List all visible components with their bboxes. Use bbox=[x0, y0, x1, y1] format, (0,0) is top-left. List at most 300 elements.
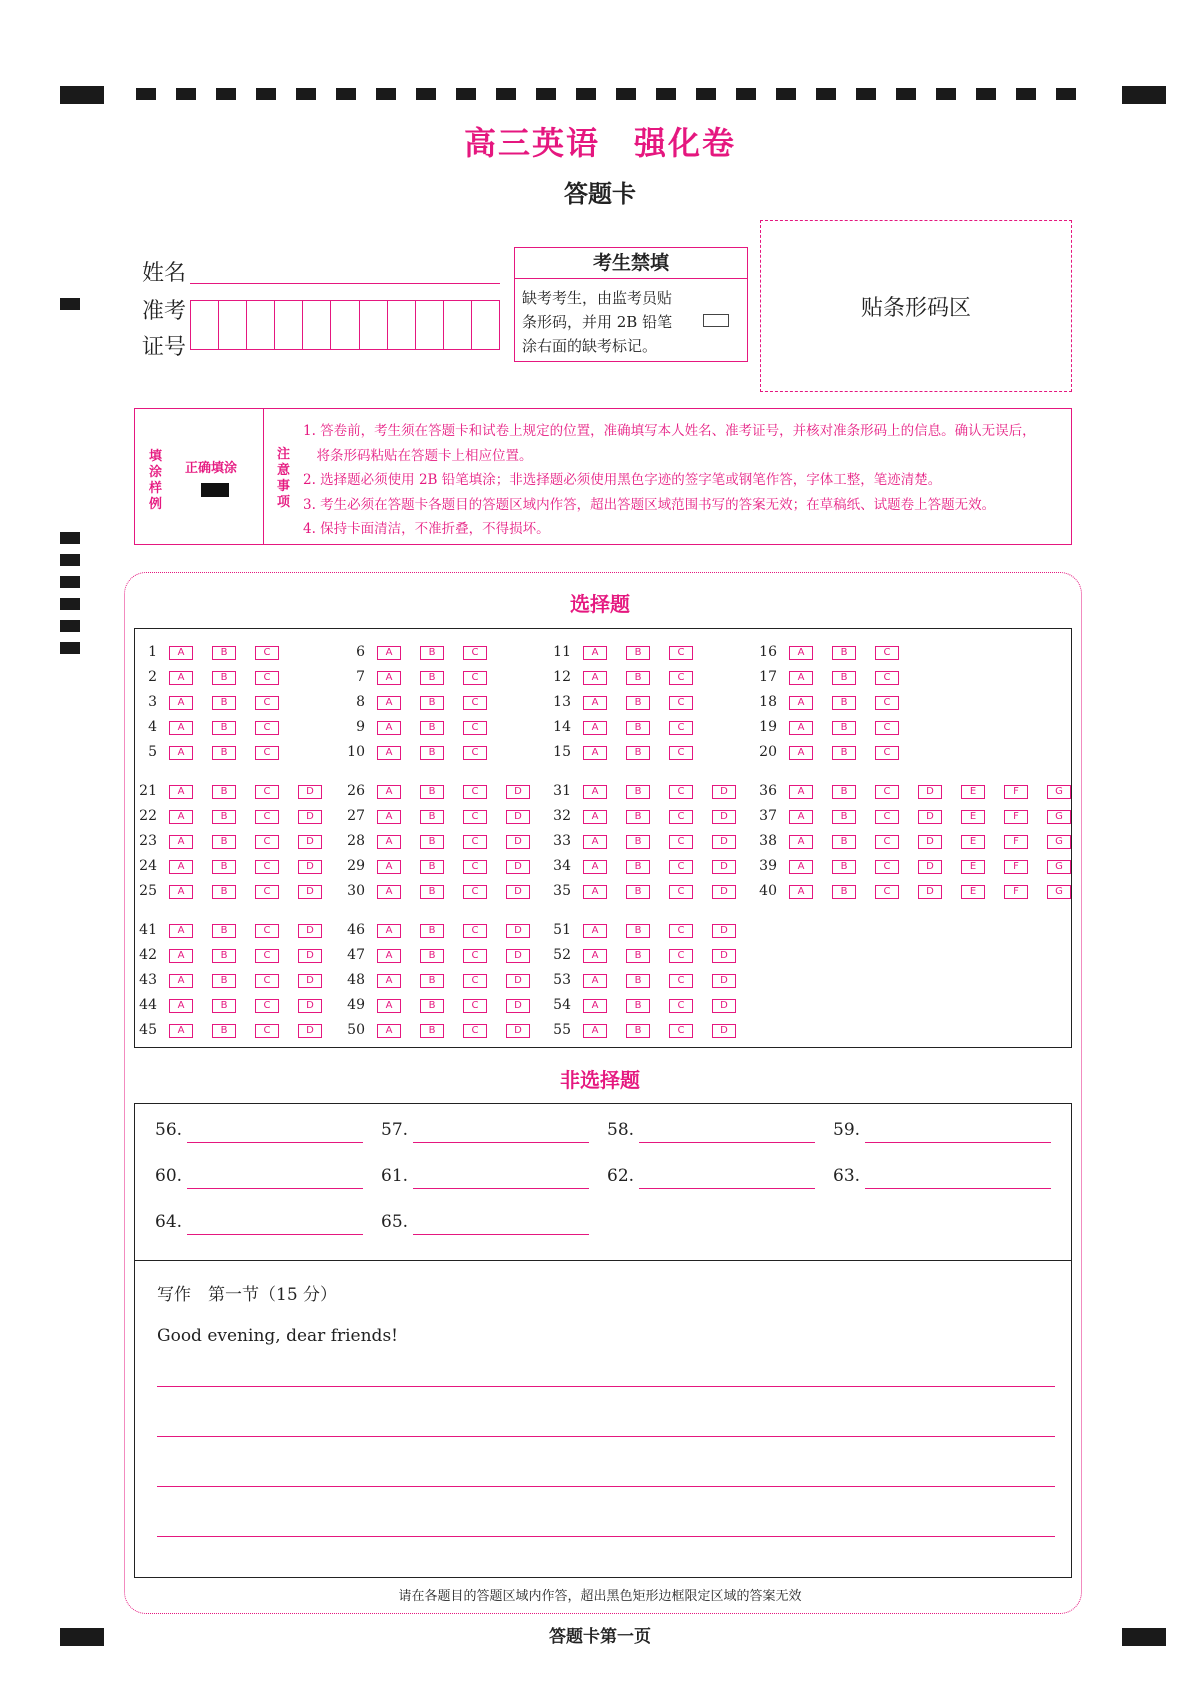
id-digit-cell[interactable] bbox=[275, 301, 303, 349]
answer-bubble-16-C[interactable]: C bbox=[875, 646, 899, 660]
answer-bubble-43-B[interactable]: B bbox=[212, 974, 236, 988]
question-number: 53 bbox=[553, 972, 571, 988]
answer-bubble-25-A[interactable]: A bbox=[169, 885, 193, 899]
answer-bubble-22-D[interactable]: D bbox=[298, 810, 322, 824]
fill-correct-label: 正确填涂 bbox=[185, 461, 238, 476]
answer-bubble-17-B[interactable]: B bbox=[832, 671, 856, 685]
answer-bubble-50-D[interactable]: D bbox=[506, 1024, 530, 1038]
answer-bubble-2-C[interactable]: C bbox=[255, 671, 279, 685]
side-mark bbox=[60, 554, 80, 566]
answer-bubble-23-A[interactable]: A bbox=[169, 835, 193, 849]
answer-bubble-31-D[interactable]: D bbox=[712, 785, 736, 799]
question-number: 34 bbox=[553, 858, 571, 874]
answer-bubble-37-G[interactable]: G bbox=[1047, 810, 1071, 824]
answer-bubble-49-A[interactable]: A bbox=[377, 999, 401, 1013]
answer-bubble-37-E[interactable]: E bbox=[961, 810, 985, 824]
blank-number: 64. bbox=[155, 1212, 183, 1232]
id-digit-cell[interactable] bbox=[360, 301, 388, 349]
answer-bubble-16-A[interactable]: A bbox=[789, 646, 813, 660]
answer-bubble-42-D[interactable]: D bbox=[298, 949, 322, 963]
id-digit-cell[interactable] bbox=[247, 301, 275, 349]
answer-bubble-30-A[interactable]: A bbox=[377, 885, 401, 899]
answer-bubble-36-F[interactable]: F bbox=[1004, 785, 1028, 799]
answer-bubble-38-B[interactable]: B bbox=[832, 835, 856, 849]
answer-bubble-55-C[interactable]: C bbox=[669, 1024, 693, 1038]
answer-bubble-10-B[interactable]: B bbox=[420, 746, 444, 760]
answer-bubble-26-C[interactable]: C bbox=[463, 785, 487, 799]
answer-bubble-4-C[interactable]: C bbox=[255, 721, 279, 735]
answer-bubble-26-B[interactable]: B bbox=[420, 785, 444, 799]
answer-bubble-47-A[interactable]: A bbox=[377, 949, 401, 963]
timing-dash bbox=[256, 88, 276, 100]
answer-bubble-30-C[interactable]: C bbox=[463, 885, 487, 899]
answer-bubble-54-C[interactable]: C bbox=[669, 999, 693, 1013]
answer-bubble-37-C[interactable]: C bbox=[875, 810, 899, 824]
answer-bubble-18-C[interactable]: C bbox=[875, 696, 899, 710]
answer-bubble-35-B[interactable]: B bbox=[626, 885, 650, 899]
answer-bubble-25-C[interactable]: C bbox=[255, 885, 279, 899]
answer-bubble-43-D[interactable]: D bbox=[298, 974, 322, 988]
answer-bubble-41-A[interactable]: A bbox=[169, 924, 193, 938]
answer-bubble-17-A[interactable]: A bbox=[789, 671, 813, 685]
answer-bubble-3-C[interactable]: C bbox=[255, 696, 279, 710]
blank-number: 58. bbox=[607, 1120, 635, 1140]
blank-answer-line[interactable] bbox=[413, 1234, 589, 1235]
answer-bubble-52-B[interactable]: B bbox=[626, 949, 650, 963]
writing-greeting: Good evening, dear friends! bbox=[157, 1326, 398, 1346]
answer-bubble-29-D[interactable]: D bbox=[506, 860, 530, 874]
answer-bubble-1-A[interactable]: A bbox=[169, 646, 193, 660]
answer-bubble-4-B[interactable]: B bbox=[212, 721, 236, 735]
id-digit-cell[interactable] bbox=[388, 301, 416, 349]
answer-bubble-45-C[interactable]: C bbox=[255, 1024, 279, 1038]
answer-bubble-6-B[interactable]: B bbox=[420, 646, 444, 660]
exam-id-grid[interactable] bbox=[190, 300, 500, 350]
answer-bubble-47-D[interactable]: D bbox=[506, 949, 530, 963]
answer-bubble-2-B[interactable]: B bbox=[212, 671, 236, 685]
answer-bubble-48-B[interactable]: B bbox=[420, 974, 444, 988]
answer-bubble-7-A[interactable]: A bbox=[377, 671, 401, 685]
answer-bubble-54-D[interactable]: D bbox=[712, 999, 736, 1013]
answer-bubble-34-D[interactable]: D bbox=[712, 860, 736, 874]
answer-bubble-25-D[interactable]: D bbox=[298, 885, 322, 899]
answer-bubble-18-A[interactable]: A bbox=[789, 696, 813, 710]
answer-bubble-32-C[interactable]: C bbox=[669, 810, 693, 824]
timing-dash bbox=[456, 88, 476, 100]
answer-bubble-28-B[interactable]: B bbox=[420, 835, 444, 849]
answer-bubble-38-D[interactable]: D bbox=[918, 835, 942, 849]
question-number: 42 bbox=[139, 947, 157, 963]
answer-bubble-8-A[interactable]: A bbox=[377, 696, 401, 710]
answer-bubble-46-C[interactable]: C bbox=[463, 924, 487, 938]
answer-bubble-39-G[interactable]: G bbox=[1047, 860, 1071, 874]
answer-bubble-15-B[interactable]: B bbox=[626, 746, 650, 760]
timing-dash bbox=[576, 88, 596, 100]
answer-bubble-41-D[interactable]: D bbox=[298, 924, 322, 938]
fill-example-label: 填涂样例 bbox=[149, 449, 163, 512]
timing-dash bbox=[216, 88, 236, 100]
answer-bubble-43-A[interactable]: A bbox=[169, 974, 193, 988]
answer-bubble-37-D[interactable]: D bbox=[918, 810, 942, 824]
answer-bubble-14-C[interactable]: C bbox=[669, 721, 693, 735]
answer-bubble-8-B[interactable]: B bbox=[420, 696, 444, 710]
answer-bubble-30-D[interactable]: D bbox=[506, 885, 530, 899]
answer-bubble-49-B[interactable]: B bbox=[420, 999, 444, 1013]
timing-dash bbox=[776, 88, 796, 100]
answer-bubble-23-B[interactable]: B bbox=[212, 835, 236, 849]
answer-bubble-52-C[interactable]: C bbox=[669, 949, 693, 963]
blank-answer-line[interactable] bbox=[639, 1188, 815, 1189]
answer-bubble-19-C[interactable]: C bbox=[875, 721, 899, 735]
answer-bubble-7-B[interactable]: B bbox=[420, 671, 444, 685]
answer-bubble-41-C[interactable]: C bbox=[255, 924, 279, 938]
answer-bubble-29-C[interactable]: C bbox=[463, 860, 487, 874]
blank-answer-line[interactable] bbox=[865, 1142, 1051, 1143]
answer-bubble-38-C[interactable]: C bbox=[875, 835, 899, 849]
answer-bubble-2-A[interactable]: A bbox=[169, 671, 193, 685]
answer-bubble-40-C[interactable]: C bbox=[875, 885, 899, 899]
answer-bubble-39-F[interactable]: F bbox=[1004, 860, 1028, 874]
answer-bubble-19-A[interactable]: A bbox=[789, 721, 813, 735]
answer-bubble-33-D[interactable]: D bbox=[712, 835, 736, 849]
answer-bubble-1-B[interactable]: B bbox=[212, 646, 236, 660]
answer-bubble-37-F[interactable]: F bbox=[1004, 810, 1028, 824]
answer-bubble-39-D[interactable]: D bbox=[918, 860, 942, 874]
answer-bubble-13-A[interactable]: A bbox=[583, 696, 607, 710]
answer-bubble-23-C[interactable]: C bbox=[255, 835, 279, 849]
question-number: 49 bbox=[347, 997, 365, 1013]
answer-bubble-26-D[interactable]: D bbox=[506, 785, 530, 799]
answer-bubble-20-B[interactable]: B bbox=[832, 746, 856, 760]
answer-bubble-40-G[interactable]: G bbox=[1047, 885, 1071, 899]
answer-bubble-39-C[interactable]: C bbox=[875, 860, 899, 874]
timing-dash bbox=[376, 88, 396, 100]
answer-bubble-40-B[interactable]: B bbox=[832, 885, 856, 899]
answer-bubble-40-A[interactable]: A bbox=[789, 885, 813, 899]
blank-number: 62. bbox=[607, 1166, 635, 1186]
answer-bubble-33-A[interactable]: A bbox=[583, 835, 607, 849]
blank-number: 61. bbox=[381, 1166, 409, 1186]
answer-bubble-3-B[interactable]: B bbox=[212, 696, 236, 710]
answer-bubble-36-C[interactable]: C bbox=[875, 785, 899, 799]
answer-bubble-24-D[interactable]: D bbox=[298, 860, 322, 874]
question-number: 18 bbox=[759, 694, 777, 710]
answer-bubble-45-D[interactable]: D bbox=[298, 1024, 322, 1038]
answer-bubble-36-A[interactable]: A bbox=[789, 785, 813, 799]
blank-number: 65. bbox=[381, 1212, 409, 1232]
answer-bubble-21-A[interactable]: A bbox=[169, 785, 193, 799]
answer-bubble-53-C[interactable]: C bbox=[669, 974, 693, 988]
answer-bubble-23-D[interactable]: D bbox=[298, 835, 322, 849]
answer-bubble-45-B[interactable]: B bbox=[212, 1024, 236, 1038]
id-digit-cell[interactable] bbox=[219, 301, 247, 349]
answer-bubble-55-B[interactable]: B bbox=[626, 1024, 650, 1038]
answer-bubble-42-A[interactable]: A bbox=[169, 949, 193, 963]
answer-bubble-22-A[interactable]: A bbox=[169, 810, 193, 824]
answer-bubble-51-D[interactable]: D bbox=[712, 924, 736, 938]
answer-bubble-54-B[interactable]: B bbox=[626, 999, 650, 1013]
question-number: 27 bbox=[347, 808, 365, 824]
answer-bubble-22-B[interactable]: B bbox=[212, 810, 236, 824]
answer-bubble-55-D[interactable]: D bbox=[712, 1024, 736, 1038]
question-number: 6 bbox=[356, 644, 365, 660]
answer-bubble-34-B[interactable]: B bbox=[626, 860, 650, 874]
answer-bubble-38-G[interactable]: G bbox=[1047, 835, 1071, 849]
answer-bubble-28-D[interactable]: D bbox=[506, 835, 530, 849]
answer-bubble-6-C[interactable]: C bbox=[463, 646, 487, 660]
writing-line[interactable] bbox=[157, 1486, 1055, 1487]
timing-dash bbox=[936, 88, 956, 100]
answer-bubble-47-C[interactable]: C bbox=[463, 949, 487, 963]
answer-bubble-36-D[interactable]: D bbox=[918, 785, 942, 799]
question-number: 40 bbox=[759, 883, 777, 899]
question-number: 3 bbox=[148, 694, 157, 710]
id-digit-cell[interactable] bbox=[472, 301, 499, 349]
timing-dash bbox=[976, 88, 996, 100]
id-digit-cell[interactable] bbox=[444, 301, 472, 349]
absent-line: 条形码，并用 2B 铅笔 bbox=[522, 313, 673, 331]
answer-bubble-9-B[interactable]: B bbox=[420, 721, 444, 735]
answer-bubble-3-A[interactable]: A bbox=[169, 696, 193, 710]
corner-mark-top-right bbox=[1122, 86, 1166, 104]
blank-answer-line[interactable] bbox=[639, 1142, 815, 1143]
side-mark bbox=[60, 532, 80, 544]
side-mark bbox=[60, 620, 80, 632]
timing-dash bbox=[896, 88, 916, 100]
answer-bubble-5-B[interactable]: B bbox=[212, 746, 236, 760]
timing-dash bbox=[336, 88, 356, 100]
answer-bubble-46-B[interactable]: B bbox=[420, 924, 444, 938]
answer-bubble-28-C[interactable]: C bbox=[463, 835, 487, 849]
writing-line[interactable] bbox=[157, 1386, 1055, 1387]
answer-bubble-51-B[interactable]: B bbox=[626, 924, 650, 938]
answer-bubble-36-E[interactable]: E bbox=[961, 785, 985, 799]
id-digit-cell[interactable] bbox=[331, 301, 359, 349]
timing-dash bbox=[536, 88, 556, 100]
answer-bubble-20-C[interactable]: C bbox=[875, 746, 899, 760]
answer-bubble-44-B[interactable]: B bbox=[212, 999, 236, 1013]
answer-bubble-12-B[interactable]: B bbox=[626, 671, 650, 685]
question-number: 52 bbox=[553, 947, 571, 963]
timing-dash bbox=[656, 88, 676, 100]
answer-bubble-13-B[interactable]: B bbox=[626, 696, 650, 710]
answer-bubble-32-D[interactable]: D bbox=[712, 810, 736, 824]
question-number: 28 bbox=[347, 833, 365, 849]
answer-bubble-38-E[interactable]: E bbox=[961, 835, 985, 849]
answer-bubble-42-C[interactable]: C bbox=[255, 949, 279, 963]
answer-bubble-8-C[interactable]: C bbox=[463, 696, 487, 710]
notes-list bbox=[303, 419, 1063, 542]
answer-bubble-51-A[interactable]: A bbox=[583, 924, 607, 938]
answer-bubble-12-C[interactable]: C bbox=[669, 671, 693, 685]
question-number: 54 bbox=[553, 997, 571, 1013]
answer-bubble-54-A[interactable]: A bbox=[583, 999, 607, 1013]
answer-bubble-24-C[interactable]: C bbox=[255, 860, 279, 874]
timing-dash bbox=[416, 88, 436, 100]
question-number: 8 bbox=[356, 694, 365, 710]
answer-bubble-38-A[interactable]: A bbox=[789, 835, 813, 849]
answer-bubble-14-B[interactable]: B bbox=[626, 721, 650, 735]
answer-bubble-40-F[interactable]: F bbox=[1004, 885, 1028, 899]
blank-answer-line[interactable] bbox=[187, 1188, 363, 1189]
blank-answer-line[interactable] bbox=[413, 1188, 589, 1189]
answer-bubble-14-A[interactable]: A bbox=[583, 721, 607, 735]
answer-bubble-49-D[interactable]: D bbox=[506, 999, 530, 1013]
answer-bubble-11-C[interactable]: C bbox=[669, 646, 693, 660]
timing-dash bbox=[136, 88, 156, 100]
answer-bubble-7-C[interactable]: C bbox=[463, 671, 487, 685]
answer-bubble-25-B[interactable]: B bbox=[212, 885, 236, 899]
answer-bubble-53-A[interactable]: A bbox=[583, 974, 607, 988]
answer-bubble-10-C[interactable]: C bbox=[463, 746, 487, 760]
id-label-line1: 准考 bbox=[142, 299, 187, 324]
blank-answer-line[interactable] bbox=[187, 1142, 363, 1143]
answer-bubble-45-A[interactable]: A bbox=[169, 1024, 193, 1038]
answer-bubble-50-C[interactable]: C bbox=[463, 1024, 487, 1038]
answer-bubble-43-C[interactable]: C bbox=[255, 974, 279, 988]
answer-bubble-30-B[interactable]: B bbox=[420, 885, 444, 899]
absent-mark-box[interactable] bbox=[703, 314, 729, 327]
id-digit-cell[interactable] bbox=[191, 301, 219, 349]
answer-bubble-24-A[interactable]: A bbox=[169, 860, 193, 874]
answer-bubble-31-A[interactable]: A bbox=[583, 785, 607, 799]
answer-bubble-35-C[interactable]: C bbox=[669, 885, 693, 899]
answer-bubble-19-B[interactable]: B bbox=[832, 721, 856, 735]
answer-bubble-48-C[interactable]: C bbox=[463, 974, 487, 988]
answer-bubble-37-B[interactable]: B bbox=[832, 810, 856, 824]
answer-bubble-34-C[interactable]: C bbox=[669, 860, 693, 874]
answer-bubble-44-A[interactable]: A bbox=[169, 999, 193, 1013]
question-number: 7 bbox=[356, 669, 365, 685]
answer-bubble-46-A[interactable]: A bbox=[377, 924, 401, 938]
answer-bubble-22-C[interactable]: C bbox=[255, 810, 279, 824]
nonchoice-answer-box bbox=[134, 1103, 1072, 1578]
question-number: 30 bbox=[347, 883, 365, 899]
name-field[interactable] bbox=[190, 282, 500, 284]
writing-line[interactable] bbox=[157, 1436, 1055, 1437]
answer-bubble-21-D[interactable]: D bbox=[298, 785, 322, 799]
answer-bubble-10-A[interactable]: A bbox=[377, 746, 401, 760]
answer-bubble-50-A[interactable]: A bbox=[377, 1024, 401, 1038]
answer-bubble-18-B[interactable]: B bbox=[832, 696, 856, 710]
answer-bubble-39-A[interactable]: A bbox=[789, 860, 813, 874]
answer-bubble-31-B[interactable]: B bbox=[626, 785, 650, 799]
question-number: 46 bbox=[347, 922, 365, 938]
answer-bubble-21-B[interactable]: B bbox=[212, 785, 236, 799]
answer-bubble-11-A[interactable]: A bbox=[583, 646, 607, 660]
answer-bubble-39-B[interactable]: B bbox=[832, 860, 856, 874]
writing-line[interactable] bbox=[157, 1536, 1055, 1537]
answer-bubble-36-B[interactable]: B bbox=[832, 785, 856, 799]
question-number: 24 bbox=[139, 858, 157, 874]
answer-bubble-29-A[interactable]: A bbox=[377, 860, 401, 874]
answer-bubble-40-D[interactable]: D bbox=[918, 885, 942, 899]
answer-bubble-13-C[interactable]: C bbox=[669, 696, 693, 710]
answer-bubble-21-C[interactable]: C bbox=[255, 785, 279, 799]
answer-bubble-27-A[interactable]: A bbox=[377, 810, 401, 824]
answer-bubble-12-A[interactable]: A bbox=[583, 671, 607, 685]
answer-bubble-42-B[interactable]: B bbox=[212, 949, 236, 963]
answer-bubble-33-C[interactable]: C bbox=[669, 835, 693, 849]
answer-bubble-27-D[interactable]: D bbox=[506, 810, 530, 824]
answer-bubble-48-D[interactable]: D bbox=[506, 974, 530, 988]
answer-bubble-16-B[interactable]: B bbox=[832, 646, 856, 660]
answer-bubble-20-A[interactable]: A bbox=[789, 746, 813, 760]
answer-bubble-52-A[interactable]: A bbox=[583, 949, 607, 963]
answer-bubble-28-A[interactable]: A bbox=[377, 835, 401, 849]
answer-bubble-26-A[interactable]: A bbox=[377, 785, 401, 799]
answer-bubble-34-A[interactable]: A bbox=[583, 860, 607, 874]
note-line: 将条形码粘贴在答题卡上相应位置。 bbox=[303, 447, 533, 464]
answer-bubble-38-F[interactable]: F bbox=[1004, 835, 1028, 849]
answer-bubble-9-A[interactable]: A bbox=[377, 721, 401, 735]
answer-bubble-41-B[interactable]: B bbox=[212, 924, 236, 938]
answer-bubble-1-C[interactable]: C bbox=[255, 646, 279, 660]
question-number: 26 bbox=[347, 783, 365, 799]
answer-bubble-55-A[interactable]: A bbox=[583, 1024, 607, 1038]
answer-bubble-49-C[interactable]: C bbox=[463, 999, 487, 1013]
answer-bubble-6-A[interactable]: A bbox=[377, 646, 401, 660]
blank-answer-line[interactable] bbox=[187, 1234, 363, 1235]
barcode-area bbox=[760, 220, 1072, 392]
answer-bubble-39-E[interactable]: E bbox=[961, 860, 985, 874]
answer-bubble-4-A[interactable]: A bbox=[169, 721, 193, 735]
answer-bubble-48-A[interactable]: A bbox=[377, 974, 401, 988]
answer-bubble-17-C[interactable]: C bbox=[875, 671, 899, 685]
answer-bubble-32-A[interactable]: A bbox=[583, 810, 607, 824]
answer-bubble-5-C[interactable]: C bbox=[255, 746, 279, 760]
answer-bubble-11-B[interactable]: B bbox=[626, 646, 650, 660]
answer-bubble-29-B[interactable]: B bbox=[420, 860, 444, 874]
answer-bubble-33-B[interactable]: B bbox=[626, 835, 650, 849]
answer-bubble-31-C[interactable]: C bbox=[669, 785, 693, 799]
answer-bubble-51-C[interactable]: C bbox=[669, 924, 693, 938]
answer-bubble-37-A[interactable]: A bbox=[789, 810, 813, 824]
answer-bubble-44-C[interactable]: C bbox=[255, 999, 279, 1013]
answer-bubble-50-B[interactable]: B bbox=[420, 1024, 444, 1038]
answer-bubble-47-B[interactable]: B bbox=[420, 949, 444, 963]
question-number: 5 bbox=[148, 744, 157, 760]
timing-dash bbox=[856, 88, 876, 100]
blank-answer-line[interactable] bbox=[413, 1142, 589, 1143]
blank-number: 60. bbox=[155, 1166, 183, 1186]
answer-bubble-44-D[interactable]: D bbox=[298, 999, 322, 1013]
answer-bubble-36-G[interactable]: G bbox=[1047, 785, 1071, 799]
answer-bubble-46-D[interactable]: D bbox=[506, 924, 530, 938]
answer-bubble-35-D[interactable]: D bbox=[712, 885, 736, 899]
question-number: 39 bbox=[759, 858, 777, 874]
answer-bubble-24-B[interactable]: B bbox=[212, 860, 236, 874]
id-digit-cell[interactable] bbox=[303, 301, 331, 349]
answer-bubble-53-B[interactable]: B bbox=[626, 974, 650, 988]
answer-bubble-15-C[interactable]: C bbox=[669, 746, 693, 760]
answer-bubble-15-A[interactable]: A bbox=[583, 746, 607, 760]
question-number: 25 bbox=[139, 883, 157, 899]
answer-bubble-27-B[interactable]: B bbox=[420, 810, 444, 824]
question-number: 47 bbox=[347, 947, 365, 963]
answer-bubble-52-D[interactable]: D bbox=[712, 949, 736, 963]
answer-bubble-53-D[interactable]: D bbox=[712, 974, 736, 988]
answer-bubble-9-C[interactable]: C bbox=[463, 721, 487, 735]
blank-answer-line[interactable] bbox=[865, 1188, 1051, 1189]
page-footer: 答题卡第一页 bbox=[549, 1627, 651, 1647]
answer-bubble-32-B[interactable]: B bbox=[626, 810, 650, 824]
answer-bubble-35-A[interactable]: A bbox=[583, 885, 607, 899]
answer-bubble-40-E[interactable]: E bbox=[961, 885, 985, 899]
id-digit-cell[interactable] bbox=[416, 301, 444, 349]
answer-bubble-5-A[interactable]: A bbox=[169, 746, 193, 760]
answer-bubble-27-C[interactable]: C bbox=[463, 810, 487, 824]
